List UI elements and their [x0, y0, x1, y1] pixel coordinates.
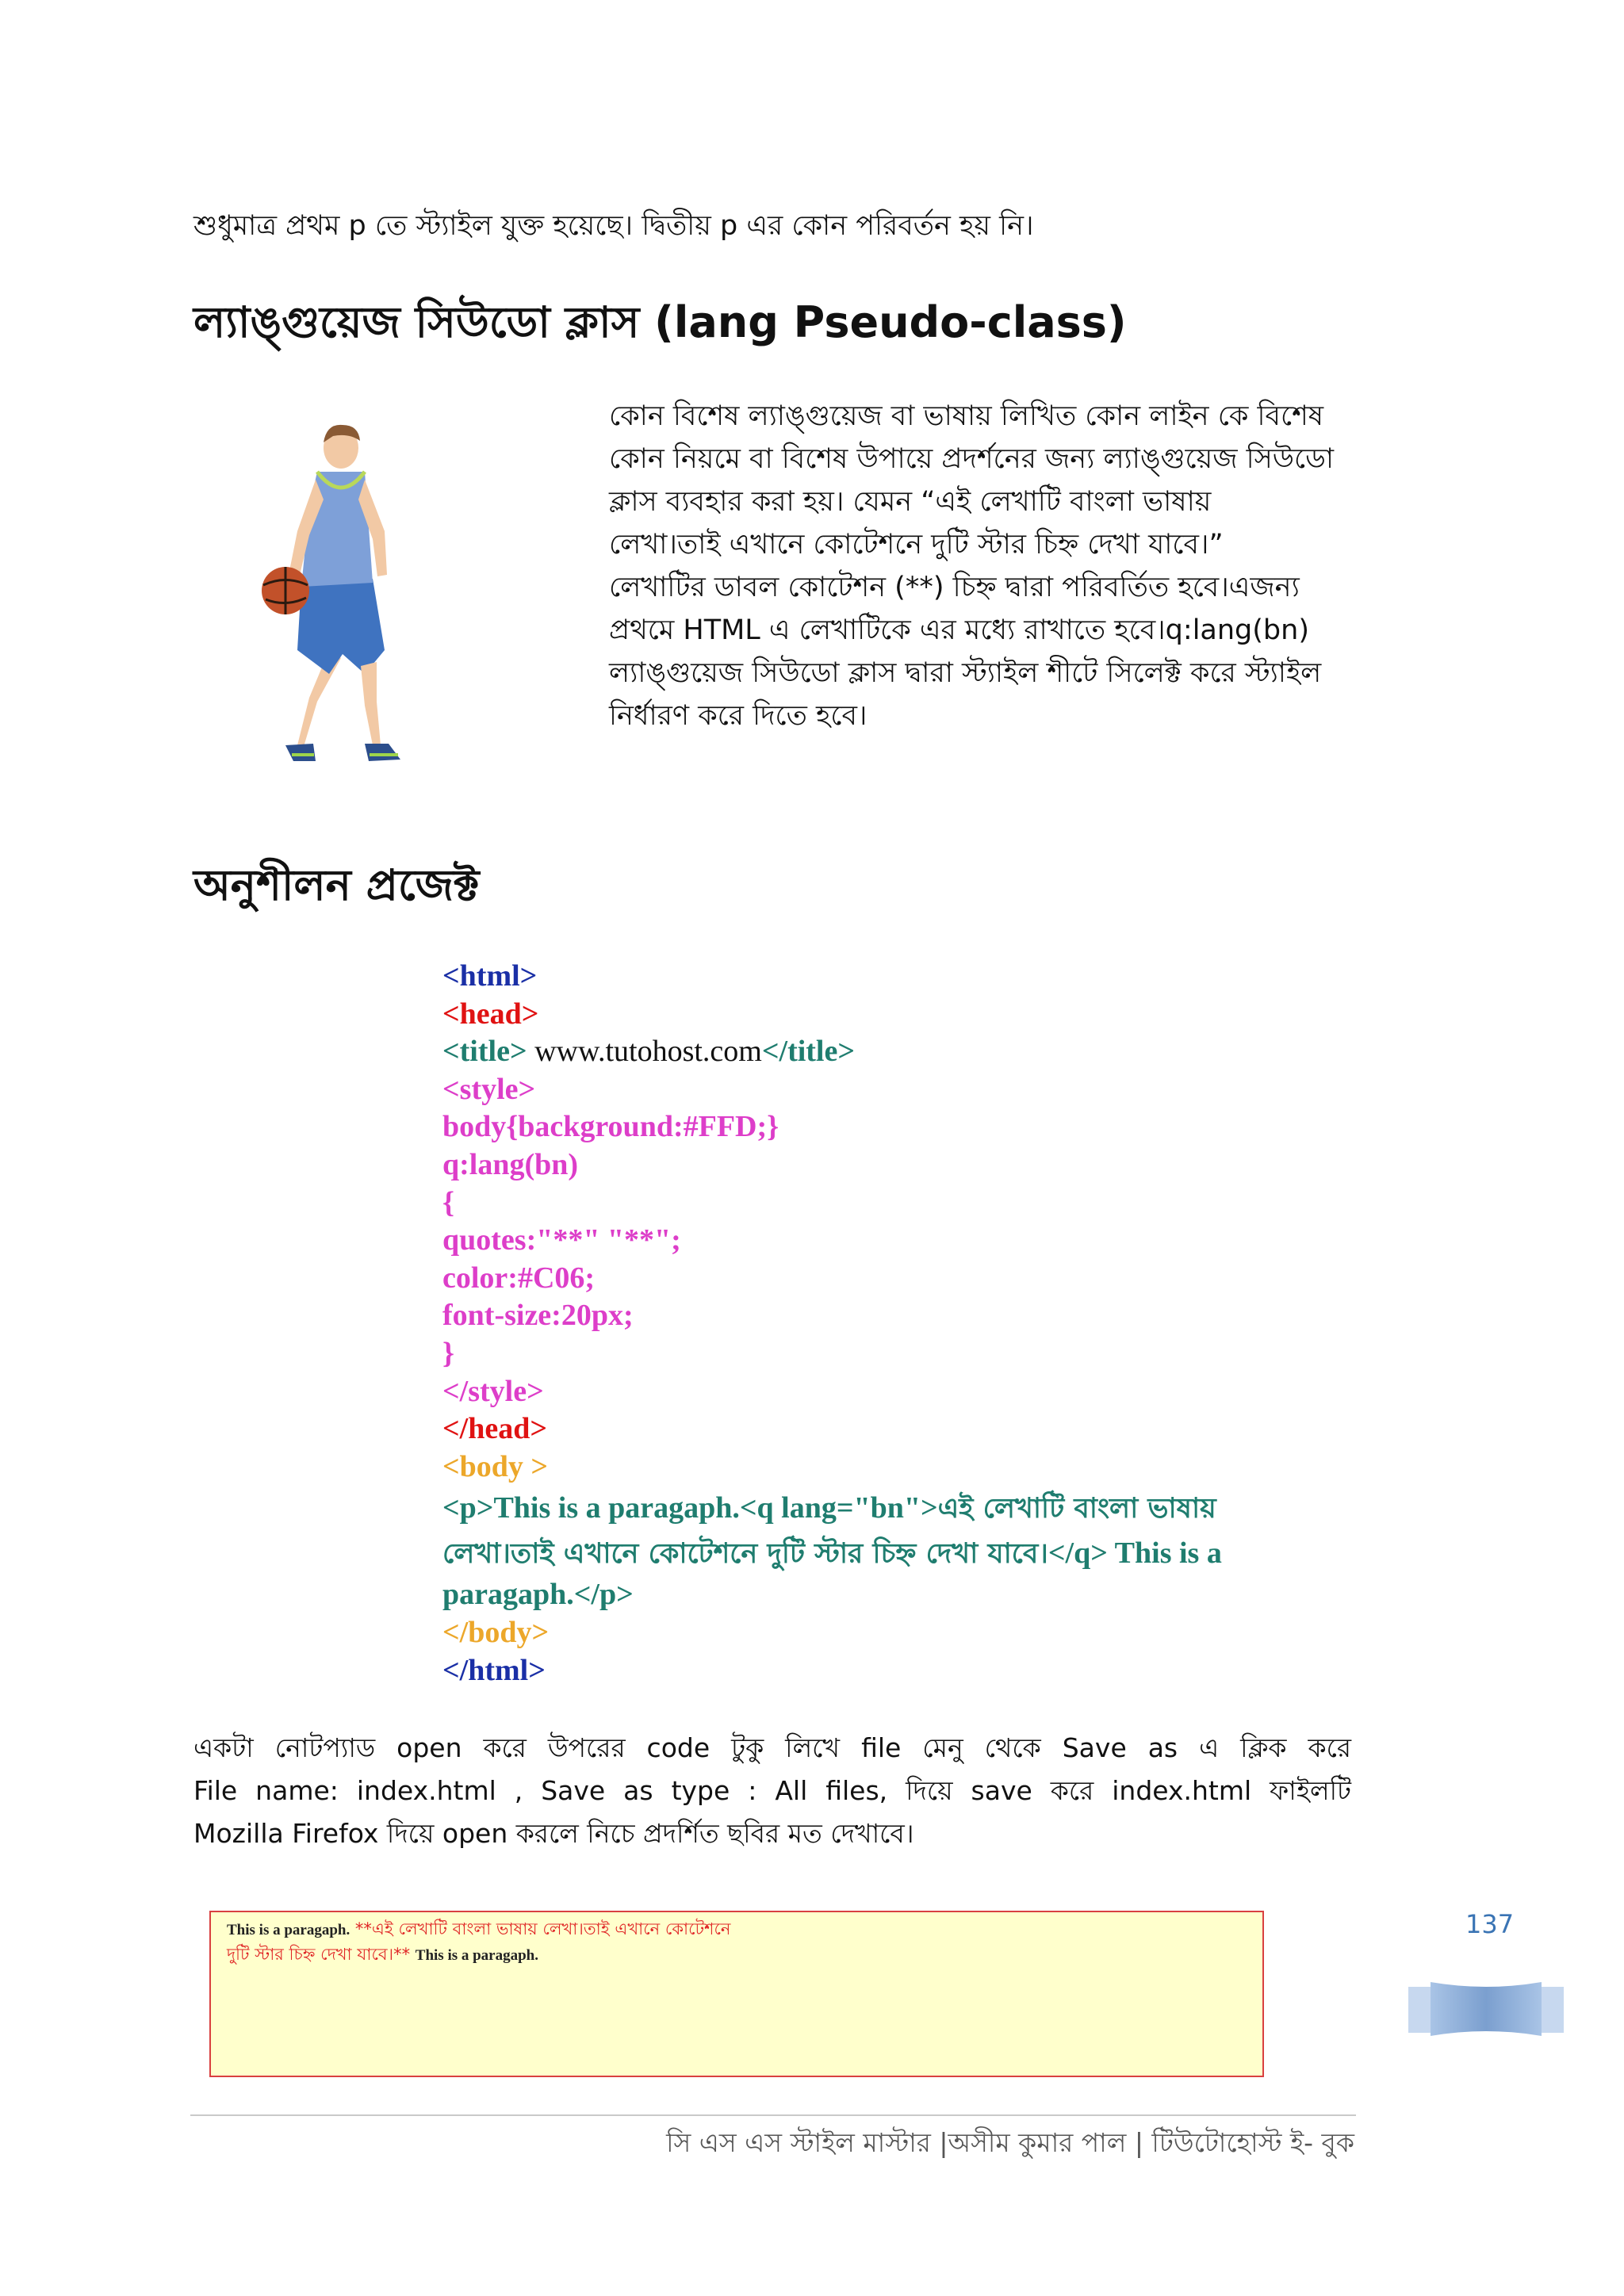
code-line-quotes-rule: quotes:"**" "**";: [442, 1223, 681, 1257]
code-paragraph-en-part: </q> This is a: [1048, 1536, 1222, 1571]
code-line-paragraph-2: [442, 1531, 1222, 1576]
page-ribbon-decoration: [1408, 1979, 1564, 2042]
demo-en-text: This is a paragaph.: [227, 1922, 350, 1938]
intro-text: শুধুমাত্র প্রথম p তে স্ট্যাইল যুক্ত হয়েছে। দ্বিতীয় p এর কোন পরিবর্তন হয় নি।: [193, 210, 1034, 242]
code-line-head-open: <head>: [442, 997, 539, 1031]
code-line-html-open: <html>: [442, 959, 538, 993]
code-line-font-rule: font-size:20px;: [442, 1299, 634, 1333]
code-paragraph-en-part: <p>This is a paragaph.<q lang="bn">: [442, 1491, 938, 1525]
browser-output-preview: [209, 1911, 1264, 2077]
code-title-text: www.tutohost.com: [527, 1035, 762, 1069]
section-heading-practice-project: অনুশীলন প্রজেক্ট: [193, 860, 480, 910]
description-line: কোন নিয়মে বা বিশেষ উপায়ে প্রদর্শনের জন্য ল্যাঙ্গুয়েজ সিউডো: [609, 443, 1335, 475]
demo-bn-text: **এই লেখাটি বাংলা ভাষায় লেখা।তাই এখানে কোটেশনে: [350, 1919, 731, 1938]
basketball-player-illustration: [254, 412, 420, 785]
code-line-html-close: </html>: [442, 1653, 546, 1687]
instruction-paragraph: [193, 1727, 1351, 1855]
code-line-color-rule: color:#C06;: [442, 1261, 596, 1295]
code-title-open-tag: <title>: [442, 1035, 527, 1069]
footer-divider: [190, 2114, 1356, 2116]
instruction-line: File name: index.html , Save as type : All files, দিয়ে save করে index.html ফাইলটি: [193, 1775, 1351, 1806]
instruction-line: Mozilla Firefox দিয়ে open করলে নিচে প্রদর্শিত ছবির মত দেখাবে।: [193, 1818, 914, 1849]
code-line-style-close: </style>: [442, 1374, 544, 1408]
code-title-close-tag: </title>: [761, 1035, 856, 1069]
code-line-body-close: </body>: [442, 1615, 550, 1649]
demo-bn-text: দুটি স্টার চিহ্ন দেখা যাবে।**: [227, 1945, 416, 1964]
description-line: কোন বিশেষ ল্যাঙ্গুয়েজ বা ভাষায় লিখিত কোন লাইন কে বিশেষ: [609, 400, 1324, 432]
code-line-q-selector: q:lang(bn): [442, 1147, 579, 1181]
code-paragraph-bn-part: এই লেখাটি বাংলা ভাষায়: [937, 1493, 1216, 1525]
demo-line-2: [227, 1942, 1247, 1968]
code-line-body-open: <body >: [442, 1449, 549, 1483]
description-line: ল্যাঙ্গুয়েজ সিউডো ক্লাস দ্বারা স্ট্যাইল শীটে সিলেক্ট করে স্ট্যাইল: [609, 657, 1322, 689]
description-line: লেখাটির ডাবল কোটেশন (**) চিহ্ন দ্বারা পরিবর্তিত হবে।এজন্য: [609, 572, 1300, 603]
section-heading-lang-pseudo-class: ল্যাঙ্গুয়েজ সিউডো ক্লাস (lang Pseudo-class): [193, 297, 1127, 347]
demo-line-1: [227, 1917, 1247, 1942]
code-line-brace-close: }: [442, 1336, 454, 1370]
demo-en-text: This is a paragaph.: [415, 1947, 539, 1964]
page-number: 137: [1465, 1909, 1515, 1939]
code-listing: [442, 958, 1222, 1689]
lang-pseudo-description: [609, 395, 1334, 737]
description-line: ক্লাস ব্যবহার করা হয়। যেমন “এই লেখাটি বাংলা ভাষায়: [609, 486, 1212, 518]
code-line-title: [442, 1033, 1222, 1071]
code-line-body-rule: body{background:#FFD;}: [442, 1110, 779, 1144]
description-line: প্রথমে HTML এ লেখাটিকে এর মধ্যে রাখাতে হবে।q:lang(bn): [609, 614, 1309, 646]
description-line: লেখা।তাই এখানে কোটেশনে দুটি স্টার চিহ্ন দেখা যাবে।”: [609, 529, 1224, 561]
code-paragraph-bn-part: লেখা।তাই এখানে কোটেশনে দুটি স্টার চিহ্ন দেখা যাবে।: [442, 1538, 1048, 1571]
instruction-line: একটা নোটপ্যাড open করে উপরের code টুকু লিখে file মেনু থেকে Save as এ ক্লিক করে: [193, 1732, 1351, 1763]
code-line-style-open: <style>: [442, 1072, 536, 1106]
code-line-paragraph-3: paragaph.</p>: [442, 1578, 634, 1612]
footer-text: সি এস এস স্টাইল মাস্টার |অসীম কুমার পাল | টিউটোহোস্ট ই- বুক: [666, 2127, 1354, 2158]
code-line-brace-open: {: [442, 1185, 454, 1219]
description-line: নির্ধারণ করে দিতে হবে।: [609, 700, 868, 732]
code-line-paragraph-1: [442, 1486, 1222, 1531]
code-line-head-close: </head>: [442, 1412, 547, 1446]
